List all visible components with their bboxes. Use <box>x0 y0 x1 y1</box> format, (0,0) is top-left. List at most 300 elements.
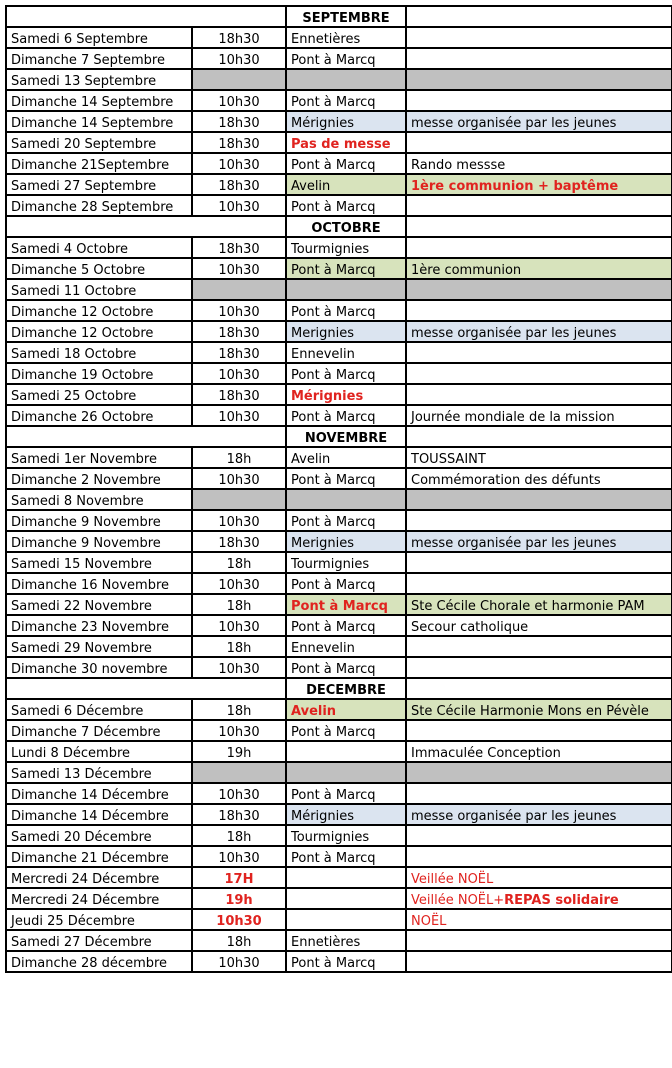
date-cell <box>6 510 192 531</box>
time-cell <box>192 363 286 384</box>
date-cell <box>6 867 192 888</box>
time-cell-text: 10h30 <box>218 662 260 677</box>
date-cell <box>6 363 192 384</box>
time-cell <box>192 237 286 258</box>
time-cell <box>192 447 286 468</box>
note-cell-text: Commémoration des défunts <box>411 473 601 488</box>
time-cell-text: 18h30 <box>218 536 260 551</box>
date-cell-text: Samedi 6 Septembre <box>11 32 148 47</box>
date-cell-text: Jeudi 25 Décembre <box>11 914 135 929</box>
note-cell <box>406 111 672 132</box>
schedule-row <box>6 741 672 762</box>
note-cell-text: messe organisée par les jeunes <box>411 116 617 131</box>
place-cell <box>286 384 406 405</box>
time-cell-text: 10h30 <box>218 851 260 866</box>
note-cell <box>406 594 672 615</box>
schedule-row <box>6 867 672 888</box>
time-cell <box>192 888 286 909</box>
date-cell <box>6 552 192 573</box>
place-cell-text: Pont à Marcq <box>291 725 376 740</box>
note-cell <box>406 615 672 636</box>
schedule-row <box>6 468 672 489</box>
date-cell-text: Samedi 29 Novembre <box>11 641 152 656</box>
time-cell <box>192 867 286 888</box>
place-cell-text: Ennevelin <box>291 347 355 362</box>
date-cell-text: Dimanche 7 Décembre <box>11 725 161 740</box>
date-cell-text: Dimanche 5 Octobre <box>11 263 146 278</box>
place-cell <box>286 300 406 321</box>
time-cell-text: 18h30 <box>218 32 260 47</box>
time-cell <box>192 258 286 279</box>
place-cell <box>286 636 406 657</box>
place-cell-text: Pont à Marcq <box>291 263 376 278</box>
schedule-row <box>6 699 672 720</box>
schedule-row <box>6 825 672 846</box>
note-cell <box>406 720 672 741</box>
date-cell-text: Dimanche 12 Octobre <box>11 305 154 320</box>
note-cell <box>406 804 672 825</box>
note-cell <box>406 951 672 972</box>
time-cell-text: 10h30 <box>218 158 260 173</box>
time-cell <box>192 699 286 720</box>
date-cell <box>6 300 192 321</box>
note-cell <box>406 195 672 216</box>
place-cell-text: Pont à Marcq <box>291 305 376 320</box>
schedule-row <box>6 279 672 300</box>
note-cell-text: messe organisée par les jeunes <box>411 809 617 824</box>
place-cell-text: Tourmignies <box>291 830 370 845</box>
note-cell <box>406 909 672 930</box>
time-cell <box>192 510 286 531</box>
date-cell-text: Samedi 6 Décembre <box>11 704 144 719</box>
date-cell <box>6 132 192 153</box>
note-cell <box>406 279 672 300</box>
place-cell-text: Avelin <box>291 704 337 719</box>
schedule-row <box>6 531 672 552</box>
time-cell-text: 18h30 <box>218 179 260 194</box>
month-header-row <box>6 426 672 447</box>
place-cell <box>286 573 406 594</box>
date-cell <box>6 258 192 279</box>
time-cell-text: 18h30 <box>218 137 260 152</box>
note-cell <box>406 636 672 657</box>
date-cell <box>6 69 192 90</box>
date-cell-text: Dimanche 16 Novembre <box>11 578 170 593</box>
note-cell-text: Rando messse <box>411 158 506 173</box>
time-cell-text: 10h30 <box>218 725 260 740</box>
month-note-cell <box>406 216 672 237</box>
time-cell <box>192 279 286 300</box>
place-cell-text: Mérignies <box>291 389 364 404</box>
note-cell <box>406 762 672 783</box>
time-cell-text: 18h <box>226 704 252 719</box>
time-cell-text: 10h30 <box>218 305 260 320</box>
place-cell-text: Pont à Marcq <box>291 515 376 530</box>
place-cell <box>286 321 406 342</box>
date-cell-text: Dimanche 9 Novembre <box>11 536 161 551</box>
month-note-cell <box>406 6 672 27</box>
place-cell <box>286 174 406 195</box>
schedule-body <box>6 6 672 972</box>
note-cell <box>406 405 672 426</box>
time-cell <box>192 321 286 342</box>
schedule-row <box>6 888 672 909</box>
mass-schedule-table <box>5 5 672 973</box>
time-cell-text: 19h <box>226 746 252 761</box>
place-cell-text: Avelin <box>291 179 331 194</box>
note-cell <box>406 825 672 846</box>
schedule-row <box>6 930 672 951</box>
date-cell <box>6 321 192 342</box>
note-cell <box>406 48 672 69</box>
place-cell <box>286 48 406 69</box>
date-cell <box>6 783 192 804</box>
time-cell <box>192 573 286 594</box>
place-cell <box>286 153 406 174</box>
time-cell <box>192 174 286 195</box>
time-cell <box>192 132 286 153</box>
time-cell-text: 18h <box>226 557 252 572</box>
place-cell <box>286 447 406 468</box>
note-cell <box>406 489 672 510</box>
place-cell-text: Pont à Marcq <box>291 620 376 635</box>
schedule-row <box>6 762 672 783</box>
date-cell-text: Samedi 15 Novembre <box>11 557 152 572</box>
time-cell-text: 10h30 <box>218 956 260 971</box>
time-cell <box>192 594 286 615</box>
note-cell <box>406 573 672 594</box>
note-cell <box>406 132 672 153</box>
place-cell-text: Merignies <box>291 326 355 341</box>
time-cell <box>192 384 286 405</box>
time-cell-text: 10h30 <box>218 620 260 635</box>
time-cell <box>192 405 286 426</box>
note-cell <box>406 342 672 363</box>
schedule-row <box>6 363 672 384</box>
month-title: SEPTEMBRE <box>286 6 406 27</box>
place-cell <box>286 69 406 90</box>
date-cell <box>6 888 192 909</box>
time-cell <box>192 27 286 48</box>
time-cell <box>192 69 286 90</box>
time-cell-text: 18h30 <box>218 809 260 824</box>
date-cell <box>6 594 192 615</box>
date-cell-text: Dimanche 14 Décembre <box>11 788 169 803</box>
time-cell <box>192 720 286 741</box>
time-cell-text: 10h30 <box>218 95 260 110</box>
time-cell <box>192 846 286 867</box>
date-cell-text: Samedi 27 Décembre <box>11 935 152 950</box>
place-cell <box>286 699 406 720</box>
place-cell <box>286 258 406 279</box>
time-cell <box>192 825 286 846</box>
date-cell-text: Samedi 1er Novembre <box>11 452 157 467</box>
time-cell-text: 10h30 <box>218 515 260 530</box>
date-cell-text: Dimanche 23 Novembre <box>11 620 170 635</box>
month-spacer <box>6 216 286 237</box>
schedule-row <box>6 342 672 363</box>
place-cell-text: Pont à Marcq <box>291 368 376 383</box>
note-cell <box>406 930 672 951</box>
schedule-row <box>6 300 672 321</box>
note-cell <box>406 867 672 888</box>
date-cell <box>6 153 192 174</box>
place-cell-text: Ennetières <box>291 935 361 950</box>
note-cell-text: Ste Cécile Harmonie Mons en Pévèle <box>411 704 649 719</box>
time-cell <box>192 615 286 636</box>
date-cell <box>6 615 192 636</box>
place-cell-text: Pont à Marcq <box>291 95 376 110</box>
place-cell-text: Pont à Marcq <box>291 851 376 866</box>
date-cell-text: Samedi 20 Septembre <box>11 137 157 152</box>
schedule-row <box>6 951 672 972</box>
place-cell-text: Ennetières <box>291 32 361 47</box>
time-cell <box>192 783 286 804</box>
schedule-row <box>6 510 672 531</box>
date-cell-text: Dimanche 26 Octobre <box>11 410 154 425</box>
date-cell-text: Samedi 22 Novembre <box>11 599 152 614</box>
schedule-row <box>6 69 672 90</box>
schedule-row <box>6 783 672 804</box>
date-cell <box>6 720 192 741</box>
schedule-row <box>6 804 672 825</box>
schedule-row <box>6 615 672 636</box>
date-cell <box>6 846 192 867</box>
place-cell-text: Pont à Marcq <box>291 578 376 593</box>
date-cell <box>6 930 192 951</box>
time-cell-text: 10h30 <box>216 914 262 929</box>
note-cell-text: NOËL <box>411 914 447 929</box>
date-cell <box>6 384 192 405</box>
time-cell-text: 18h30 <box>218 347 260 362</box>
place-cell <box>286 510 406 531</box>
date-cell <box>6 279 192 300</box>
place-cell-text: Merignies <box>291 536 355 551</box>
place-cell <box>286 951 406 972</box>
date-cell-text: Samedi 25 Octobre <box>11 389 137 404</box>
month-note-cell <box>406 426 672 447</box>
date-cell <box>6 951 192 972</box>
time-cell-text: 19h <box>225 893 253 908</box>
note-cell <box>406 27 672 48</box>
place-cell <box>286 552 406 573</box>
place-cell <box>286 279 406 300</box>
time-cell-text: 18h30 <box>218 116 260 131</box>
date-cell-text: Mercredi 24 Décembre <box>11 872 160 887</box>
date-cell-text: Samedi 18 Octobre <box>11 347 137 362</box>
note-cell <box>406 699 672 720</box>
date-cell <box>6 27 192 48</box>
place-cell-text: Pont à Marcq <box>291 158 376 173</box>
date-cell <box>6 48 192 69</box>
date-cell-text: Dimanche 21Septembre <box>11 158 170 173</box>
note-cell <box>406 153 672 174</box>
place-cell <box>286 90 406 111</box>
note-cell <box>406 321 672 342</box>
note-cell <box>406 741 672 762</box>
time-cell-text: 10h30 <box>218 368 260 383</box>
schedule-row <box>6 447 672 468</box>
place-cell-text: Tourmignies <box>291 557 370 572</box>
time-cell-text: 18h <box>226 641 252 656</box>
date-cell-text: Samedi 20 Décembre <box>11 830 152 845</box>
time-cell-text: 10h30 <box>218 53 260 68</box>
note-cell-text: Veillée NOËL <box>411 872 494 887</box>
time-cell-text: 10h30 <box>218 410 260 425</box>
note-cell <box>406 447 672 468</box>
note-cell-text: Ste Cécile Chorale et harmonie PAM <box>411 599 645 614</box>
note-cell <box>406 468 672 489</box>
schedule-row <box>6 195 672 216</box>
note-cell <box>406 552 672 573</box>
note-cell <box>406 657 672 678</box>
place-cell-text: Pont à Marcq <box>291 662 376 677</box>
time-cell-text: 18h30 <box>218 242 260 257</box>
date-cell <box>6 825 192 846</box>
time-cell <box>192 48 286 69</box>
month-title: NOVEMBRE <box>286 426 406 447</box>
place-cell <box>286 657 406 678</box>
place-cell <box>286 342 406 363</box>
note-cell <box>406 531 672 552</box>
time-cell-text: 10h30 <box>218 263 260 278</box>
place-cell <box>286 720 406 741</box>
date-cell-text: Dimanche 30 novembre <box>11 662 168 677</box>
date-cell <box>6 741 192 762</box>
time-cell <box>192 153 286 174</box>
schedule-row <box>6 846 672 867</box>
time-cell-text: 10h30 <box>218 473 260 488</box>
month-note-cell <box>406 678 672 699</box>
date-cell-text: Samedi 13 Septembre <box>11 74 157 89</box>
time-cell <box>192 468 286 489</box>
date-cell-text: Samedi 4 Octobre <box>11 242 129 257</box>
time-cell-text: 18h <box>226 452 252 467</box>
schedule-row <box>6 90 672 111</box>
date-cell-text: Samedi 27 Septembre <box>11 179 157 194</box>
note-cell-text: 1ère communion + baptême <box>411 179 619 194</box>
schedule-row <box>6 258 672 279</box>
note-cell-text: Secour catholique <box>411 620 529 635</box>
schedule-row <box>6 489 672 510</box>
place-cell-text: Ennevelin <box>291 641 355 656</box>
place-cell <box>286 132 406 153</box>
time-cell <box>192 930 286 951</box>
time-cell <box>192 552 286 573</box>
schedule-row <box>6 657 672 678</box>
time-cell-text: 18h30 <box>218 389 260 404</box>
month-header-row <box>6 678 672 699</box>
note-cell <box>406 510 672 531</box>
date-cell-text: Dimanche 2 Novembre <box>11 473 161 488</box>
place-cell <box>286 111 406 132</box>
date-cell <box>6 90 192 111</box>
schedule-row <box>6 321 672 342</box>
time-cell-text: 18h <box>226 830 252 845</box>
date-cell <box>6 111 192 132</box>
schedule-row <box>6 111 672 132</box>
note-cell <box>406 69 672 90</box>
time-cell <box>192 762 286 783</box>
time-cell <box>192 804 286 825</box>
place-cell-text: Mérignies <box>291 116 355 131</box>
note-cell-text: Immaculée Conception <box>411 746 561 761</box>
place-cell <box>286 594 406 615</box>
note-cell-text: messe organisée par les jeunes <box>411 326 617 341</box>
note-cell-text: messe organisée par les jeunes <box>411 536 617 551</box>
schedule-row <box>6 27 672 48</box>
note-cell-text: TOUSSAINT <box>411 452 486 467</box>
place-cell-text: Pont à Marcq <box>291 956 376 971</box>
time-cell <box>192 300 286 321</box>
time-cell <box>192 531 286 552</box>
month-spacer <box>6 6 286 27</box>
time-cell <box>192 342 286 363</box>
time-cell <box>192 909 286 930</box>
date-cell <box>6 342 192 363</box>
note-cell-text: Veillée NOËL+ <box>411 893 505 908</box>
date-cell-text: Dimanche 14 Décembre <box>11 809 169 824</box>
date-cell <box>6 573 192 594</box>
date-cell <box>6 447 192 468</box>
place-cell-text: Tourmignies <box>291 242 370 257</box>
schedule-row <box>6 132 672 153</box>
note-cell <box>406 237 672 258</box>
note-cell <box>406 300 672 321</box>
date-cell-text: Dimanche 28 décembre <box>11 956 168 971</box>
date-cell <box>6 468 192 489</box>
note-cell <box>406 783 672 804</box>
date-cell-text: Samedi 8 Novembre <box>11 494 144 509</box>
place-cell-text: Avelin <box>291 452 331 467</box>
place-cell <box>286 237 406 258</box>
time-cell-text: 10h30 <box>218 200 260 215</box>
time-cell <box>192 657 286 678</box>
place-cell <box>286 909 406 930</box>
month-spacer <box>6 426 286 447</box>
month-title: OCTOBRE <box>286 216 406 237</box>
place-cell-text: Pont à Marcq <box>291 53 376 68</box>
place-cell <box>286 195 406 216</box>
date-cell <box>6 699 192 720</box>
place-cell-text: Pont à Marcq <box>291 599 388 614</box>
date-cell <box>6 804 192 825</box>
time-cell <box>192 741 286 762</box>
schedule-row <box>6 552 672 573</box>
place-cell <box>286 363 406 384</box>
note-cell <box>406 846 672 867</box>
note-cell <box>406 90 672 111</box>
place-cell <box>286 741 406 762</box>
date-cell <box>6 237 192 258</box>
time-cell <box>192 951 286 972</box>
date-cell <box>6 174 192 195</box>
schedule-row <box>6 237 672 258</box>
place-cell <box>286 888 406 909</box>
note-cell-text: Journée mondiale de la mission <box>411 410 615 425</box>
date-cell <box>6 909 192 930</box>
schedule-row <box>6 153 672 174</box>
place-cell <box>286 930 406 951</box>
time-cell <box>192 111 286 132</box>
schedule-row <box>6 405 672 426</box>
place-cell <box>286 27 406 48</box>
time-cell-text: 18h <box>226 935 252 950</box>
date-cell <box>6 489 192 510</box>
time-cell-text: 10h30 <box>218 788 260 803</box>
place-cell <box>286 804 406 825</box>
note-cell <box>406 384 672 405</box>
